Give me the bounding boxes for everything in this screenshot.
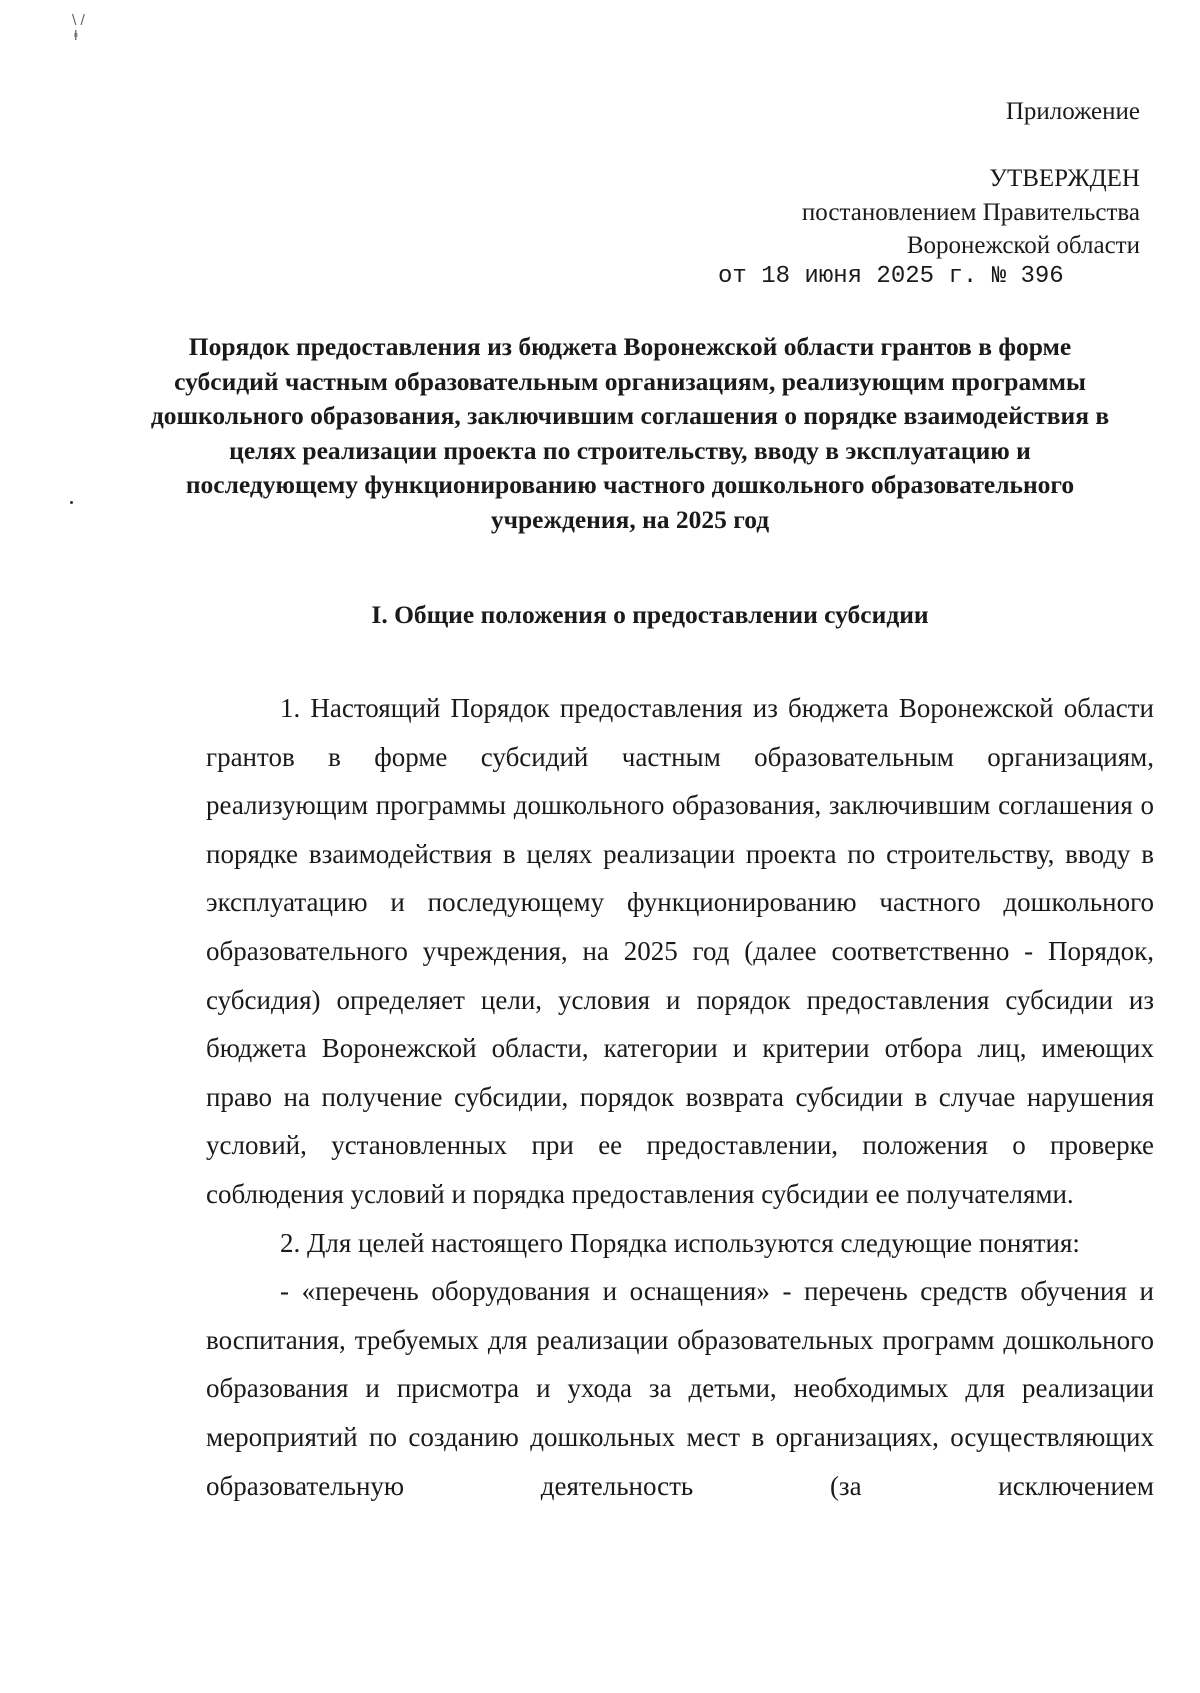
document-title: Порядок предоставления из бюджета Воронежской области грантов в форме субсидий частным образовательным организациям, реализующим программы дошкольного образования, заключившим соглашения о порядке взаимодействия в целях реализации проекта по строительству, вводу в эксплуатацию и последующему функционированию частного дошкольного образовательного учреждения, на 2025 год: [150, 332, 1110, 534]
paragraph-1: 1. Настоящий Порядок предоставления из бюджета Воронежской области грантов в форме субсидий частным образовательным организациям, реализующим программы дошкольного образования, заключившим соглашения о порядке взаимодействия в целях реализации проекта по строительству, вводу в эксплуатацию и последующему функционированию частного дошкольного образовательного учреждения, на 2025 год (далее соответственно - Порядок, субсидия) определяет цели, условия и порядок предоставления субсидии из бюджета Воронежской области, категории и критерии отбора лиц, имеющих право на получение субсидии, порядок возврата субсидии в случае нарушения условий, установленных при ее предоставлении, положения о проверке соблюдения условий и порядка предоставления субсидии ее получателями.: [206, 693, 1154, 1209]
scan-mark: \ /: [72, 13, 85, 28]
appendix-label: Приложение: [1005, 98, 1140, 125]
scan-mark: ⱡ: [74, 29, 78, 44]
approved-by-line-1: постановлением Правительства: [801, 199, 1140, 226]
scan-dot: [70, 501, 73, 504]
section-heading: I. Общие положения о предоставлении субсидии: [371, 600, 929, 629]
resolution-date-number: от 18 июня 2025 г. № 396: [718, 263, 1064, 290]
paragraph-3: - «перечень оборудования и оснащения» - перечень средств обучения и воспитания, требуемых для реализации образовательных программ дошкольного образования и присмотра и ухода за детьми, необходимых для реализации мероприятий по созданию дошкольных мест в организациях, осуществляющих образовательную деятельность (за исключением: [206, 1276, 1154, 1501]
section-body: [206, 684, 1154, 1510]
paragraph-2: 2. Для целей настоящего Порядка используются следующие понятия:: [280, 1227, 1080, 1258]
approved-by-line-2: Воронежской области: [906, 232, 1140, 259]
approved-label: УТВЕРЖДЕН: [989, 165, 1140, 192]
